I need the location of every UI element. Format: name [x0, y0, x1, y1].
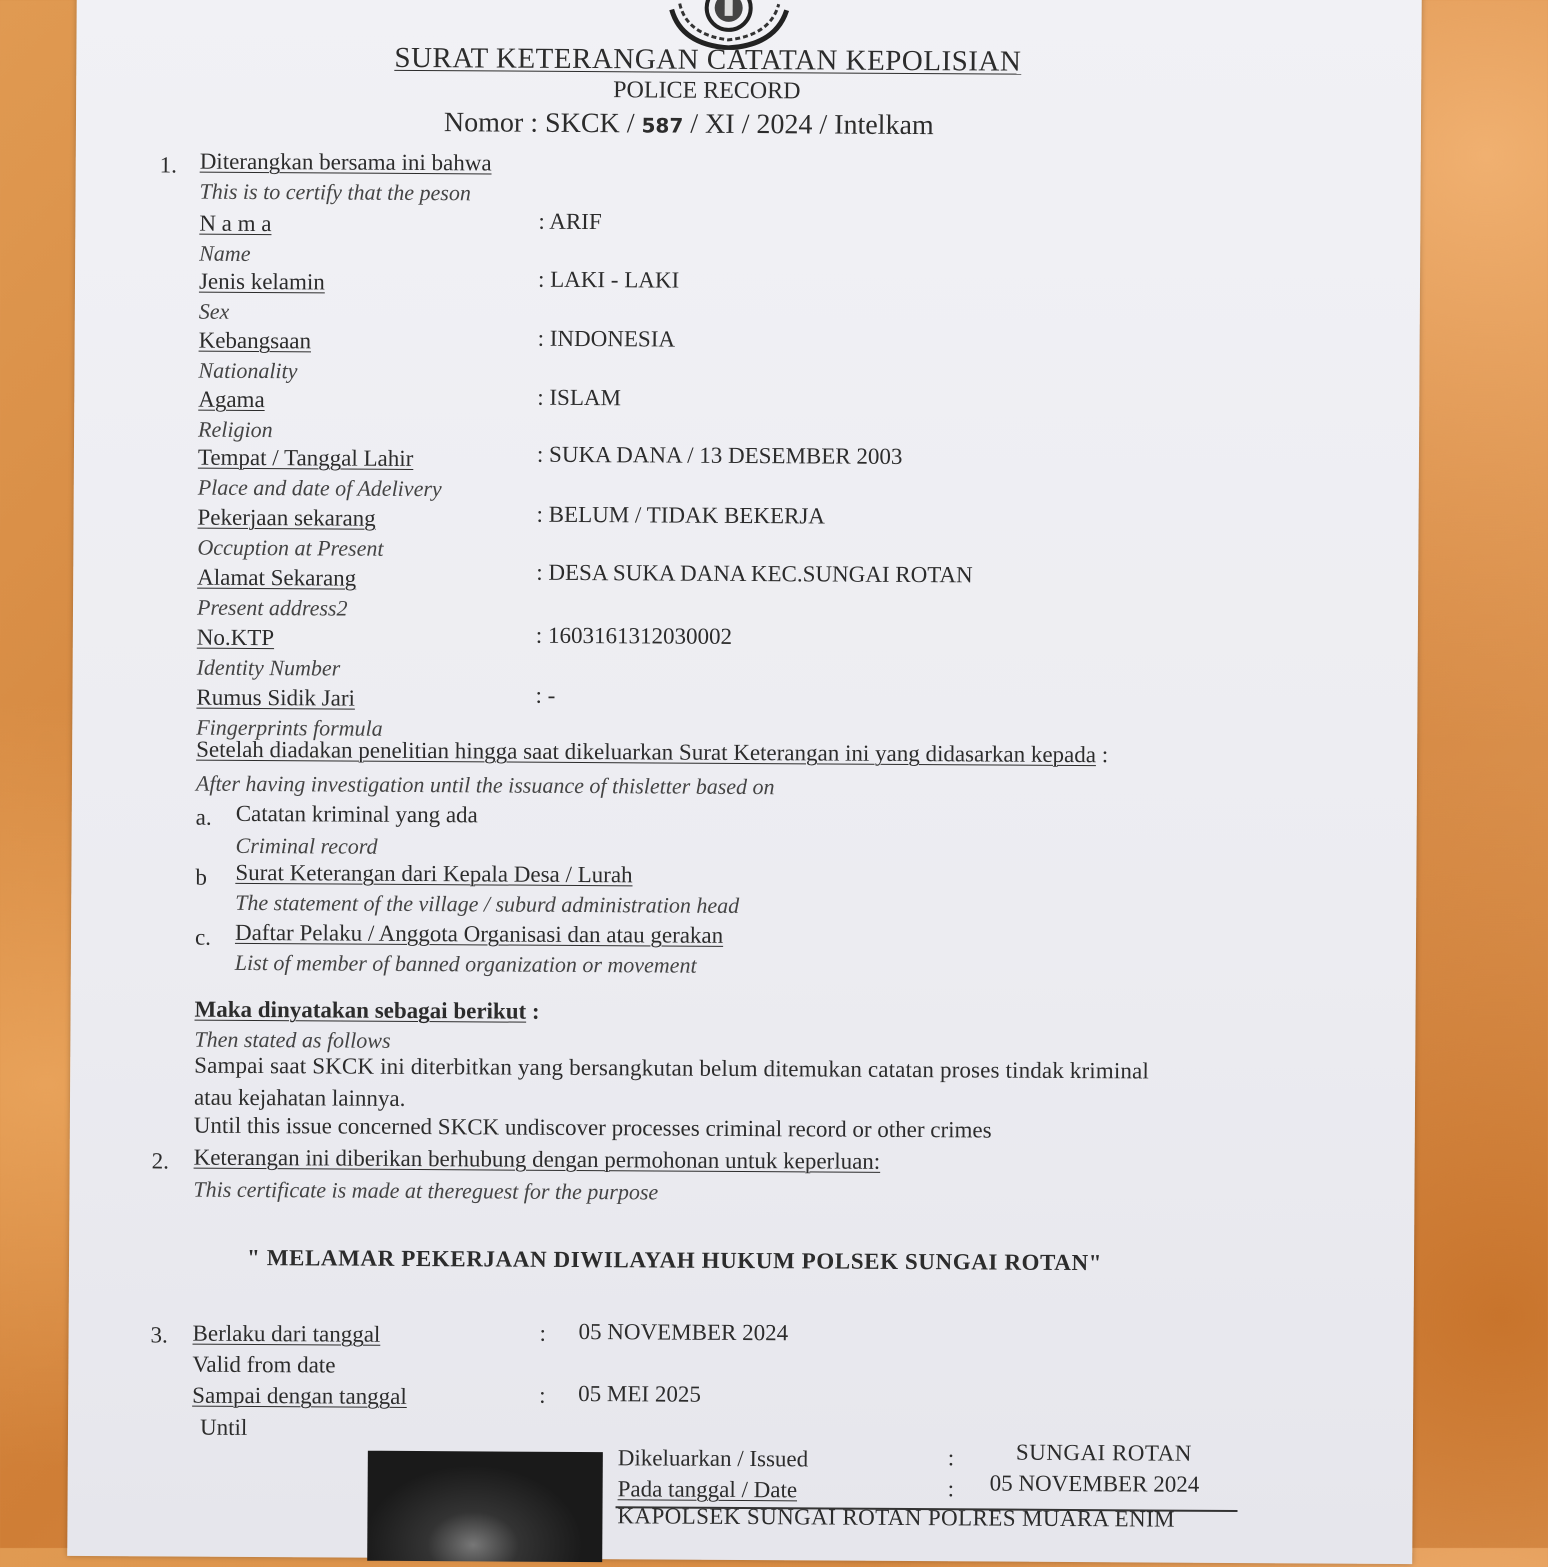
field-value-religion: : ISLAM — [537, 384, 622, 411]
field-label-name: N a m a — [199, 210, 272, 237]
until-colon: : — [539, 1382, 546, 1408]
valid-from-label: Berlaku dari tanggal — [192, 1320, 381, 1347]
item-b-text-en: The statement of the village / suburd administration head — [235, 889, 740, 918]
field-value-ktp: : 1603161312030002 — [535, 622, 733, 649]
field-label-fingerprint: Rumus Sidik Jari — [196, 684, 356, 711]
field-label-birth: Tempat / Tanggal Lahir — [197, 444, 414, 471]
until-value: 05 MEI 2025 — [578, 1380, 701, 1407]
item-b-mark: b — [195, 864, 207, 890]
item-c-mark: c. — [194, 924, 212, 950]
statement-en: Until this issue concerned SKCK undiscover processes criminal record or other crimes — [193, 1112, 992, 1143]
issued-colon: : — [947, 1445, 955, 1471]
document-page — [67, 0, 1422, 1564]
field-label-nationality-en: Nationality — [198, 357, 298, 384]
field-label-name-en: Name — [199, 240, 251, 266]
research-text-main: Setelah diadakan penelitian hingga saat dikeluarkan Surat Keterangan ini yang didasarkan kepada — [196, 736, 1097, 768]
field-value-occupation: : BELUM / TIDAK BEKERJA — [536, 501, 826, 529]
stated-heading-main: Maka dinyatakan sebagai berikut — [194, 996, 527, 1024]
section-number-2: 2. — [151, 1148, 169, 1174]
statement-line-2: atau kejahatan lainnya. — [193, 1084, 406, 1111]
section-number-3: 3. — [150, 1322, 168, 1348]
purpose-statement: " MELAMAR PEKERJAAN DIWILAYAH HUKUM POLSEK SUNGAI ROTAN" — [246, 1244, 1103, 1276]
field-value-birth: : SUKA DANA / 13 DESEMBER 2003 — [536, 441, 903, 469]
section-number-1: 1. — [159, 152, 178, 178]
research-text-en: After having investigation until the issuance of thisletter based on — [195, 770, 775, 800]
stated-heading — [194, 997, 539, 1025]
stated-colon: : — [526, 998, 540, 1024]
field-value-address: : DESA SUKA DANA KEC.SUNGAI ROTAN — [536, 559, 973, 588]
number-handwritten: 587 — [641, 113, 684, 138]
field-label-religion-en: Religion — [198, 416, 273, 443]
issued-value: SUNGAI ROTAN — [1015, 1439, 1192, 1466]
date-colon: : — [947, 1476, 955, 1502]
item-c-text: Daftar Pelaku / Anggota Organisasi dan atau gerakan — [234, 919, 724, 948]
number-prefix: Nomor : SKCK / — [443, 107, 635, 140]
issuing-office: KAPOLSEK SUNGAI ROTAN POLRES MUARA ENIM — [617, 1503, 1176, 1532]
statement-line-1: Sampai saat SKCK ini diterbitkan yang bersangkutan belum ditemukan catatan proses tindak kriminal — [194, 1052, 1150, 1084]
field-label-ktp-en: Identity Number — [196, 654, 341, 681]
issued-label: Dikeluarkan / Issued — [617, 1445, 809, 1472]
number-suffix: / XI / 2024 / Intelkam — [690, 108, 934, 142]
item-c-text-en: List of member of banned organization or movement — [234, 949, 697, 978]
field-label-birth-en: Place and date of Adelivery — [197, 474, 442, 502]
item-b-text: Surat Keterangan dari Kepala Desa / Lurah — [235, 859, 633, 888]
document-subtitle: POLICE RECORD — [613, 77, 801, 105]
field-label-sex: Jenis kelamin — [198, 268, 325, 295]
research-text — [196, 737, 1108, 769]
field-label-sex-en: Sex — [198, 298, 230, 324]
field-label-religion: Agama — [198, 386, 265, 413]
applicant-photo — [367, 1451, 603, 1562]
purpose-request: Keterangan ini diberikan berhubung dengan permohonan untuk keperluan: — [193, 1144, 881, 1174]
until-en: Until — [199, 1414, 248, 1440]
field-label-occupation-en: Occuption at Present — [197, 534, 384, 561]
valid-from-en: Valid from date — [192, 1351, 336, 1378]
field-label-occupation: Pekerjaan sekarang — [197, 504, 376, 531]
document-title: SURAT KETERANGAN CATATAN KEPOLISIAN — [394, 41, 1022, 78]
research-colon: : — [1101, 742, 1109, 768]
stated-heading-en: Then stated as follows — [194, 1026, 391, 1053]
field-label-fingerprint-en: Fingerprints formula — [196, 714, 383, 741]
item-a-mark: a. — [195, 804, 212, 830]
field-label-address-en: Present address2 — [196, 594, 348, 621]
purpose-request-en: This certificate is made at thereguest for the purpose — [193, 1176, 659, 1205]
field-label-address: Alamat Sekarang — [197, 564, 357, 591]
field-value-nationality: : INDONESIA — [537, 325, 676, 352]
date-label: Pada tanggal / Date — [617, 1476, 798, 1503]
valid-from-colon: : — [539, 1320, 547, 1346]
valid-from-value: 05 NOVEMBER 2024 — [578, 1318, 789, 1346]
field-value-name: : ARIF — [538, 208, 602, 235]
until-label: Sampai dengan tanggal — [192, 1382, 407, 1409]
field-label-ktp: No.KTP — [196, 624, 275, 651]
item-a-text-en: Criminal record — [235, 832, 378, 859]
document-number — [444, 107, 934, 142]
date-value: 05 NOVEMBER 2024 — [989, 1470, 1200, 1497]
field-value-sex: : LAKI - LAKI — [537, 266, 680, 293]
intro-text: Diterangkan bersama ini bahwa — [199, 148, 492, 176]
field-label-nationality: Kebangsaan — [198, 327, 312, 354]
item-a-text: Catatan kriminal yang ada — [235, 800, 478, 828]
field-value-fingerprint: : - — [535, 682, 556, 708]
intro-text-en: This is to certify that the peson — [199, 178, 471, 206]
